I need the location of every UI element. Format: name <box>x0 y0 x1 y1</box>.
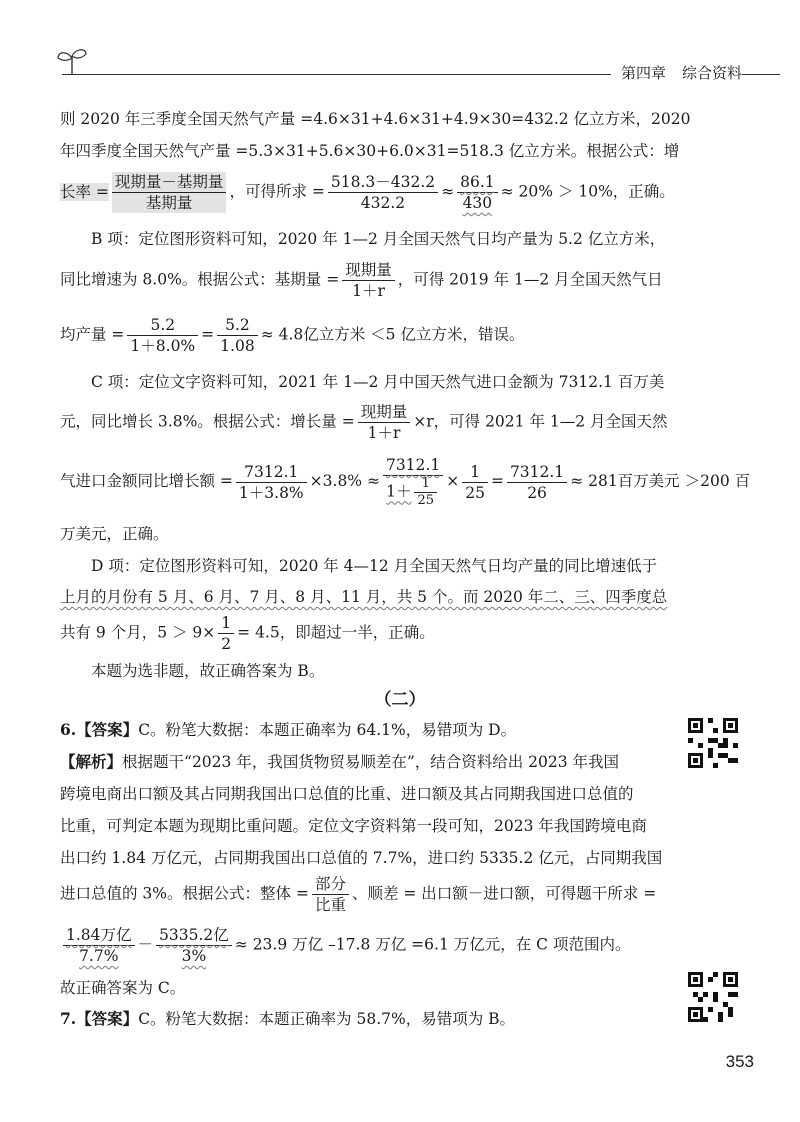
fraction: $\frac{\text{部分}}{\text{比重}}$ <box>312 874 349 915</box>
fraction: $\frac{86.1}{430}$ <box>457 172 498 213</box>
text-line-formula: $\frac{\text{1.84万亿}}{7.7\%}$ － $\frac{\text{5335.2亿}}{3\%}$ ≈ 23.9 万亿 –17.8 万亿 =6.1 万亿元，在 C 项范围内。 <box>60 925 630 966</box>
text-line-formula: 进口总值的 3%。根据公式：整体 = $\frac{\text{部分}}{\text{比重}}$ 、顺差 = 出口额－进口额，可得题干所求 = <box>60 875 657 914</box>
text-line: 上月的月份有 5 月、6 月、7 月、8 月、11 月，共 5 个。而 2020 年二、三、四季度总 <box>60 588 668 606</box>
fraction: $\frac{\text{1.84万亿}}{7.7\%}$ <box>63 925 135 966</box>
text-line: 本题为选非题，故正确答案为 B。 <box>91 662 325 680</box>
qr-code-icon[interactable] <box>688 972 738 1022</box>
text-line-formula: 气进口金额同比增长额 = $\frac{7312.1}{1+3.8\%}$ ×3.8% ≈ 7312.1 1＋ $\frac{1}{25}$ × $\frac{1}{25}$ = $\frac{7312.1}{26}$ ≈ 281百万美元 ＞200 百 <box>60 456 751 508</box>
fraction: $\frac{1}{2}$ <box>218 613 234 654</box>
text-line: 比重，可判定本题为现期比重问题。定位文字资料第一段可知，2023 年我国跨境电商 <box>60 817 647 835</box>
fraction: $\frac{\text{现期量－基期量}}{\text{基期量}}$ <box>112 172 227 213</box>
section-title: （二） <box>374 690 426 710</box>
fraction: $\frac{7312.1}{26}$ <box>507 462 567 503</box>
answer-line: 6.【答案】C。粉笔大数据：本题正确率为 64.1%，易错项为 D。 <box>60 720 517 739</box>
fraction: 7312.1 1＋ $\frac{1}{25}$ <box>383 455 443 509</box>
leaf-logo-icon <box>54 46 90 76</box>
qr-code-icon[interactable] <box>688 718 738 768</box>
analysis-line: 【解析】根据题干“2023 年，我国货物贸易顺差在”，结合资料给出 2023 年我国 <box>60 752 620 771</box>
fraction: $\frac{\text{现期量}}{1+r}$ <box>358 402 411 443</box>
fraction: $\frac{\text{5335.2亿}}{3\%}$ <box>156 925 232 966</box>
chapter-label: 第四章 <box>620 64 666 82</box>
fraction: $\frac{7312.1}{1+3.8\%}$ <box>236 462 307 503</box>
fraction: $\frac{1}{25}$ <box>462 462 488 503</box>
text-line: B 项：定位图形资料可知，2020 年 1—2 月全国天然气日均产量为 5.2 亿立方米， <box>91 230 666 248</box>
chapter-title: 综合资料 <box>681 64 742 82</box>
text-line: C 项：定位文字资料可知，2021 年 1—2 月中国天然气进口金额为 7312.1 百万美 <box>91 373 665 391</box>
text-line-formula: 共有 9 个月，5 ＞ 9× $\frac{1}{2}$ = 4.5，即超过一半，正确。 <box>60 614 435 653</box>
text-line: 年四季度全国天然气产量 =5.3×31+5.6×30+6.0×31=518.3 亿立方米。根据公式：增 <box>60 142 680 160</box>
text-line: 则 2020 年三季度全国天然气产量 =4.6×31+4.6×31+4.9×30=432.2 亿立方米，2020 <box>60 110 691 128</box>
text-line-formula: 元，同比增长 3.8%。根据公式：增长量 = $\frac{\text{现期量}}{1+r}$ ×r，可得 2021 年 1—2 月全国天然 <box>60 403 668 442</box>
fraction: $\frac{5.2}{1+8.0\%}$ <box>127 315 198 356</box>
text-line-formula: 均产量 = $\frac{5.2}{1+8.0\%}$ = $\frac{5.2}{1.08}$ ≈ 4.8亿立方米 ＜5 亿立方米，错误。 <box>60 316 525 355</box>
fraction: $\frac{518.3-432.2}{432.2}$ <box>328 172 438 213</box>
text-line-formula: 同比增速为 8.0%。根据公式：基期量 = $\frac{\text{现期量}}{1+r}$ ，可得 2019 年 1—2 月全国天然气日 <box>60 261 663 300</box>
page-number: 353 <box>725 1052 754 1071</box>
fraction: $\frac{\text{现期量}}{1+r}$ <box>342 260 395 301</box>
text-line: 万美元，正确。 <box>60 525 169 543</box>
running-header <box>611 62 742 83</box>
text-line: 跨境电商出口额及其占同期我国出口总值的比重、进口额及其占同期我国进口总值的 <box>60 785 634 803</box>
text-line: D 项：定位图形资料可知，2020 年 4—12 月全国天然气日均产量的同比增速低于 <box>91 557 658 575</box>
text-line: 出口约 1.84 万亿元，占同期我国出口总值的 7.7%，进口约 5335.2 亿元，占同期我国 <box>60 849 663 867</box>
text-line-formula: 长率 = $\frac{\text{现期量－基期量}}{\text{基期量}}$ ，可得所求 = $\frac{518.3-432.2}{432.2}$ ≈ $\frac{86.1}{430}$ ≈ 20% ＞ 10%，正确。 <box>60 173 675 212</box>
answer-line: 7.【答案】C。粉笔大数据：本题正确率为 58.7%，易错项为 B。 <box>60 1009 516 1028</box>
fraction: $\frac{5.2}{1.08}$ <box>217 315 258 356</box>
text-line: 故正确答案为 C。 <box>60 979 186 997</box>
